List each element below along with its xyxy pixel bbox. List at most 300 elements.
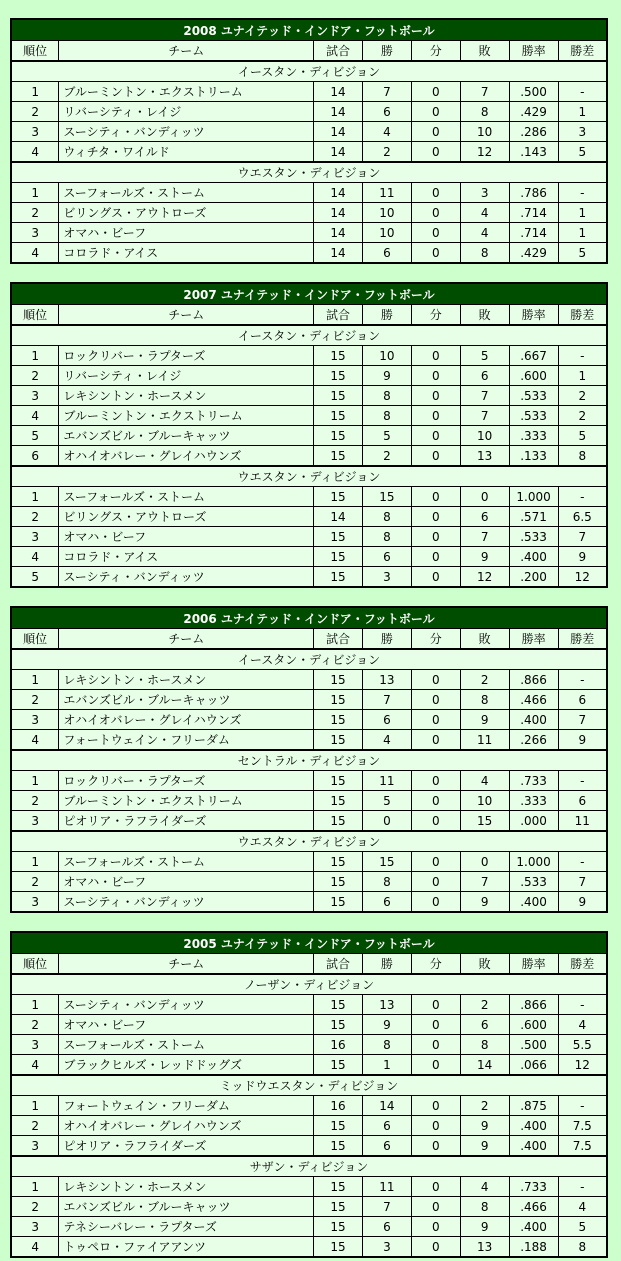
cell-gb: 4 — [558, 1197, 607, 1217]
cell-losses: 10 — [460, 426, 509, 446]
table-title-row — [11, 932, 607, 954]
cell-rank: 1 — [11, 183, 59, 203]
cell-pct: .400 — [509, 1217, 558, 1237]
table-row — [11, 1015, 607, 1035]
cell-wins: 4 — [362, 730, 411, 751]
cell-pct: .400 — [509, 1116, 558, 1136]
column-header-wins: 勝 — [362, 629, 411, 650]
cell-gb: 7.5 — [558, 1136, 607, 1157]
cell-losses: 7 — [460, 386, 509, 406]
cell-team: スーシティ・バンディッツ — [59, 567, 314, 588]
cell-draws: 0 — [411, 346, 460, 366]
cell-losses: 9 — [460, 1217, 509, 1237]
cell-wins: 8 — [362, 872, 411, 892]
cell-team: ロックリバー・ラプターズ — [59, 771, 314, 791]
cell-draws: 0 — [411, 1217, 460, 1237]
cell-draws: 0 — [411, 567, 460, 588]
cell-pct: .133 — [509, 446, 558, 467]
cell-draws: 0 — [411, 406, 460, 426]
cell-losses: 14 — [460, 1055, 509, 1076]
cell-draws: 0 — [411, 670, 460, 690]
column-header-draws: 分 — [411, 305, 460, 326]
cell-draws: 0 — [411, 507, 460, 527]
standings-table — [10, 282, 608, 588]
table-row — [11, 203, 607, 223]
cell-team: レキシントン・ホースメン — [59, 386, 314, 406]
cell-team: レキシントン・ホースメン — [59, 1177, 314, 1197]
cell-rank: 1 — [11, 771, 59, 791]
cell-draws: 0 — [411, 547, 460, 567]
cell-rank: 3 — [11, 710, 59, 730]
table-row — [11, 223, 607, 243]
column-header-wins: 勝 — [362, 305, 411, 326]
table-row — [11, 426, 607, 446]
cell-games: 14 — [314, 223, 363, 243]
cell-team: ビリングス・アウトローズ — [59, 203, 314, 223]
cell-pct: .600 — [509, 366, 558, 386]
cell-losses: 12 — [460, 567, 509, 588]
cell-gb: 5 — [558, 1217, 607, 1237]
division-row — [11, 466, 607, 487]
column-header-wins: 勝 — [362, 954, 411, 975]
table-row — [11, 122, 607, 142]
cell-losses: 6 — [460, 1015, 509, 1035]
header-row — [11, 41, 607, 62]
cell-rank: 3 — [11, 892, 59, 913]
cell-games: 15 — [314, 527, 363, 547]
cell-pct: .667 — [509, 346, 558, 366]
cell-gb: 9 — [558, 892, 607, 913]
division-name: サザン・ディビジョン — [11, 1156, 607, 1177]
cell-games: 15 — [314, 892, 363, 913]
cell-games: 15 — [314, 1116, 363, 1136]
cell-rank: 2 — [11, 203, 59, 223]
cell-wins: 5 — [362, 426, 411, 446]
table-row — [11, 1197, 607, 1217]
cell-pct: .500 — [509, 1035, 558, 1055]
cell-team: オハイオバレー・グレイハウンズ — [59, 1116, 314, 1136]
division-row — [11, 649, 607, 670]
cell-team: ビリングス・アウトローズ — [59, 507, 314, 527]
table-row — [11, 670, 607, 690]
cell-rank: 2 — [11, 690, 59, 710]
cell-games: 15 — [314, 1015, 363, 1035]
cell-losses: 7 — [460, 872, 509, 892]
cell-wins: 6 — [362, 710, 411, 730]
table-row — [11, 386, 607, 406]
division-row — [11, 974, 607, 995]
cell-team: コロラド・アイス — [59, 547, 314, 567]
column-header-team: チーム — [59, 954, 314, 975]
cell-games: 15 — [314, 567, 363, 588]
cell-games: 15 — [314, 487, 363, 507]
cell-draws: 0 — [411, 243, 460, 264]
cell-pct: .333 — [509, 426, 558, 446]
cell-rank: 1 — [11, 346, 59, 366]
cell-losses: 2 — [460, 995, 509, 1015]
cell-wins: 6 — [362, 243, 411, 264]
cell-rank: 4 — [11, 547, 59, 567]
cell-losses: 4 — [460, 223, 509, 243]
cell-wins: 6 — [362, 892, 411, 913]
cell-rank: 3 — [11, 1035, 59, 1055]
column-header-rank: 順位 — [11, 629, 59, 650]
column-header-losses: 敗 — [460, 629, 509, 650]
cell-draws: 0 — [411, 386, 460, 406]
column-header-rank: 順位 — [11, 954, 59, 975]
cell-rank: 1 — [11, 995, 59, 1015]
cell-wins: 0 — [362, 811, 411, 832]
cell-pct: .714 — [509, 203, 558, 223]
cell-pct: .866 — [509, 670, 558, 690]
cell-losses: 10 — [460, 122, 509, 142]
cell-pct: .533 — [509, 406, 558, 426]
cell-games: 15 — [314, 406, 363, 426]
cell-draws: 0 — [411, 791, 460, 811]
cell-team: エバンズビル・ブルーキャッツ — [59, 690, 314, 710]
cell-wins: 10 — [362, 223, 411, 243]
division-name: イースタン・ディビジョン — [11, 325, 607, 346]
cell-losses: 9 — [460, 892, 509, 913]
cell-draws: 0 — [411, 1177, 460, 1197]
cell-losses: 4 — [460, 203, 509, 223]
cell-pct: 1.000 — [509, 487, 558, 507]
table-row — [11, 1136, 607, 1157]
column-header-wins: 勝 — [362, 41, 411, 62]
cell-losses: 12 — [460, 142, 509, 163]
cell-gb: - — [558, 82, 607, 102]
cell-games: 14 — [314, 142, 363, 163]
division-row — [11, 750, 607, 771]
cell-wins: 9 — [362, 366, 411, 386]
cell-pct: .200 — [509, 567, 558, 588]
cell-losses: 8 — [460, 1035, 509, 1055]
cell-losses: 6 — [460, 507, 509, 527]
cell-losses: 9 — [460, 547, 509, 567]
cell-games: 15 — [314, 995, 363, 1015]
cell-games: 15 — [314, 811, 363, 832]
column-header-gb: 勝差 — [558, 305, 607, 326]
table-row — [11, 1116, 607, 1136]
cell-team: ウィチタ・ワイルド — [59, 142, 314, 163]
column-header-team: チーム — [59, 629, 314, 650]
cell-wins: 1 — [362, 1055, 411, 1076]
division-row — [11, 1075, 607, 1096]
cell-losses: 4 — [460, 771, 509, 791]
table-row — [11, 243, 607, 264]
cell-draws: 0 — [411, 1116, 460, 1136]
cell-pct: .286 — [509, 122, 558, 142]
cell-losses: 3 — [460, 183, 509, 203]
cell-games: 15 — [314, 1055, 363, 1076]
cell-wins: 8 — [362, 507, 411, 527]
cell-games: 15 — [314, 690, 363, 710]
table-row — [11, 811, 607, 832]
column-header-gb: 勝差 — [558, 629, 607, 650]
cell-team: スーフォールズ・ストーム — [59, 852, 314, 872]
table-row — [11, 710, 607, 730]
cell-draws: 0 — [411, 892, 460, 913]
cell-wins: 15 — [362, 487, 411, 507]
column-header-losses: 敗 — [460, 305, 509, 326]
cell-games: 15 — [314, 446, 363, 467]
column-header-pct: 勝率 — [509, 629, 558, 650]
cell-losses: 0 — [460, 852, 509, 872]
cell-pct: .533 — [509, 872, 558, 892]
division-name: ウエスタン・ディビジョン — [11, 831, 607, 852]
cell-draws: 0 — [411, 1136, 460, 1157]
cell-pct: .533 — [509, 386, 558, 406]
cell-draws: 0 — [411, 1055, 460, 1076]
cell-games: 14 — [314, 122, 363, 142]
cell-gb: 11 — [558, 811, 607, 832]
column-header-losses: 敗 — [460, 41, 509, 62]
column-header-rank: 順位 — [11, 41, 59, 62]
division-name: ノーザン・ディビジョン — [11, 974, 607, 995]
column-header-losses: 敗 — [460, 954, 509, 975]
cell-draws: 0 — [411, 710, 460, 730]
cell-pct: .000 — [509, 811, 558, 832]
cell-rank: 1 — [11, 82, 59, 102]
cell-draws: 0 — [411, 426, 460, 446]
cell-games: 15 — [314, 366, 363, 386]
cell-rank: 1 — [11, 852, 59, 872]
cell-team: テネシーバレー・ラプターズ — [59, 1217, 314, 1237]
cell-gb: 9 — [558, 547, 607, 567]
cell-team: エバンズビル・ブルーキャッツ — [59, 426, 314, 446]
cell-wins: 7 — [362, 1197, 411, 1217]
cell-games: 15 — [314, 1136, 363, 1157]
table-row — [11, 183, 607, 203]
cell-pct: 1.000 — [509, 852, 558, 872]
cell-team: スーフォールズ・ストーム — [59, 183, 314, 203]
cell-wins: 11 — [362, 1177, 411, 1197]
column-header-games: 試合 — [314, 41, 363, 62]
cell-games: 15 — [314, 730, 363, 751]
cell-rank: 2 — [11, 507, 59, 527]
cell-rank: 6 — [11, 446, 59, 467]
cell-gb: - — [558, 346, 607, 366]
cell-pct: .400 — [509, 1136, 558, 1157]
cell-losses: 9 — [460, 1136, 509, 1157]
cell-wins: 10 — [362, 203, 411, 223]
cell-rank: 2 — [11, 102, 59, 122]
cell-pct: .333 — [509, 791, 558, 811]
cell-draws: 0 — [411, 142, 460, 163]
cell-games: 15 — [314, 791, 363, 811]
cell-pct: .466 — [509, 1197, 558, 1217]
cell-losses: 9 — [460, 710, 509, 730]
cell-pct: .143 — [509, 142, 558, 163]
division-name: イースタン・ディビジョン — [11, 649, 607, 670]
table-row — [11, 690, 607, 710]
table-row — [11, 1237, 607, 1258]
cell-draws: 0 — [411, 872, 460, 892]
table-row — [11, 791, 607, 811]
cell-pct: .466 — [509, 690, 558, 710]
table-row — [11, 730, 607, 751]
cell-losses: 9 — [460, 1116, 509, 1136]
cell-rank: 2 — [11, 872, 59, 892]
cell-team: オマハ・ビーフ — [59, 223, 314, 243]
cell-team: オマハ・ビーフ — [59, 872, 314, 892]
cell-rank: 2 — [11, 1116, 59, 1136]
cell-rank: 2 — [11, 366, 59, 386]
table-title-row — [11, 283, 607, 305]
cell-pct: .600 — [509, 1015, 558, 1035]
season-title: 2005 ユナイテッド・インドア・フットボール — [11, 932, 607, 954]
cell-gb: 9 — [558, 730, 607, 751]
cell-draws: 0 — [411, 1096, 460, 1116]
cell-draws: 0 — [411, 730, 460, 751]
cell-draws: 0 — [411, 366, 460, 386]
cell-losses: 8 — [460, 102, 509, 122]
cell-gb: 3 — [558, 122, 607, 142]
cell-rank: 4 — [11, 1237, 59, 1258]
cell-gb: 5.5 — [558, 1035, 607, 1055]
cell-rank: 2 — [11, 1015, 59, 1035]
cell-gb: 12 — [558, 567, 607, 588]
cell-wins: 7 — [362, 82, 411, 102]
cell-rank: 3 — [11, 527, 59, 547]
table-row — [11, 995, 607, 1015]
cell-wins: 11 — [362, 771, 411, 791]
table-row — [11, 446, 607, 467]
cell-draws: 0 — [411, 203, 460, 223]
cell-rank: 2 — [11, 791, 59, 811]
cell-gb: 7 — [558, 872, 607, 892]
cell-wins: 3 — [362, 567, 411, 588]
division-row — [11, 61, 607, 82]
cell-team: リバーシティ・レイジ — [59, 366, 314, 386]
table-row — [11, 1055, 607, 1076]
cell-wins: 8 — [362, 527, 411, 547]
table-row — [11, 1177, 607, 1197]
cell-losses: 8 — [460, 1197, 509, 1217]
cell-team: ブルーミントン・エクストリーム — [59, 82, 314, 102]
cell-draws: 0 — [411, 690, 460, 710]
column-header-pct: 勝率 — [509, 41, 558, 62]
cell-gb: 12 — [558, 1055, 607, 1076]
cell-rank: 3 — [11, 1136, 59, 1157]
table-row — [11, 487, 607, 507]
cell-wins: 4 — [362, 122, 411, 142]
cell-team: ブルーミントン・エクストリーム — [59, 406, 314, 426]
cell-team: レキシントン・ホースメン — [59, 670, 314, 690]
cell-draws: 0 — [411, 1035, 460, 1055]
cell-games: 16 — [314, 1096, 363, 1116]
cell-gb: 5 — [558, 142, 607, 163]
cell-losses: 7 — [460, 82, 509, 102]
column-header-rank: 順位 — [11, 305, 59, 326]
cell-pct: .066 — [509, 1055, 558, 1076]
cell-team: オハイオバレー・グレイハウンズ — [59, 710, 314, 730]
column-header-team: チーム — [59, 305, 314, 326]
cell-gb: 5 — [558, 426, 607, 446]
cell-wins: 8 — [362, 406, 411, 426]
cell-wins: 6 — [362, 547, 411, 567]
cell-games: 15 — [314, 771, 363, 791]
cell-draws: 0 — [411, 487, 460, 507]
cell-rank: 4 — [11, 730, 59, 751]
cell-gb: 8 — [558, 1237, 607, 1258]
division-row — [11, 325, 607, 346]
cell-games: 15 — [314, 670, 363, 690]
cell-draws: 0 — [411, 811, 460, 832]
table-row — [11, 142, 607, 163]
cell-gb: 2 — [558, 386, 607, 406]
cell-draws: 0 — [411, 223, 460, 243]
cell-losses: 0 — [460, 487, 509, 507]
cell-losses: 7 — [460, 406, 509, 426]
season-title: 2008 ユナイテッド・インドア・フットボール — [11, 19, 607, 41]
cell-wins: 11 — [362, 183, 411, 203]
table-row — [11, 82, 607, 102]
cell-gb: 7 — [558, 527, 607, 547]
cell-gb: - — [558, 183, 607, 203]
cell-pct: .786 — [509, 183, 558, 203]
cell-games: 14 — [314, 203, 363, 223]
cell-team: フォートウェイン・フリーダム — [59, 1096, 314, 1116]
cell-rank: 5 — [11, 426, 59, 446]
cell-losses: 8 — [460, 690, 509, 710]
cell-rank: 3 — [11, 386, 59, 406]
cell-pct: .400 — [509, 892, 558, 913]
cell-pct: .266 — [509, 730, 558, 751]
cell-pct: .733 — [509, 771, 558, 791]
cell-gb: 4 — [558, 1015, 607, 1035]
division-row — [11, 831, 607, 852]
cell-gb: 6 — [558, 791, 607, 811]
column-header-team: チーム — [59, 41, 314, 62]
cell-losses: 6 — [460, 366, 509, 386]
table-row — [11, 406, 607, 426]
cell-pct: .400 — [509, 710, 558, 730]
column-header-pct: 勝率 — [509, 305, 558, 326]
table-row — [11, 852, 607, 872]
column-header-draws: 分 — [411, 954, 460, 975]
cell-pct: .429 — [509, 243, 558, 264]
cell-games: 15 — [314, 872, 363, 892]
table-row — [11, 1096, 607, 1116]
column-header-games: 試合 — [314, 305, 363, 326]
cell-pct: .714 — [509, 223, 558, 243]
cell-rank: 1 — [11, 670, 59, 690]
cell-pct: .875 — [509, 1096, 558, 1116]
cell-pct: .571 — [509, 507, 558, 527]
cell-wins: 8 — [362, 1035, 411, 1055]
cell-gb: 5 — [558, 243, 607, 264]
cell-wins: 6 — [362, 1136, 411, 1157]
cell-draws: 0 — [411, 122, 460, 142]
cell-team: リバーシティ・レイジ — [59, 102, 314, 122]
cell-losses: 7 — [460, 527, 509, 547]
cell-games: 14 — [314, 102, 363, 122]
cell-gb: 1 — [558, 102, 607, 122]
cell-draws: 0 — [411, 852, 460, 872]
season-title: 2006 ユナイテッド・インドア・フットボール — [11, 607, 607, 629]
cell-games: 14 — [314, 82, 363, 102]
cell-rank: 3 — [11, 122, 59, 142]
cell-losses: 15 — [460, 811, 509, 832]
column-header-games: 試合 — [314, 629, 363, 650]
cell-team: スーフォールズ・ストーム — [59, 487, 314, 507]
cell-draws: 0 — [411, 1197, 460, 1217]
cell-wins: 7 — [362, 690, 411, 710]
cell-team: スーシティ・バンディッツ — [59, 892, 314, 913]
table-row — [11, 527, 607, 547]
cell-team: トゥペロ・ファイアアンツ — [59, 1237, 314, 1258]
